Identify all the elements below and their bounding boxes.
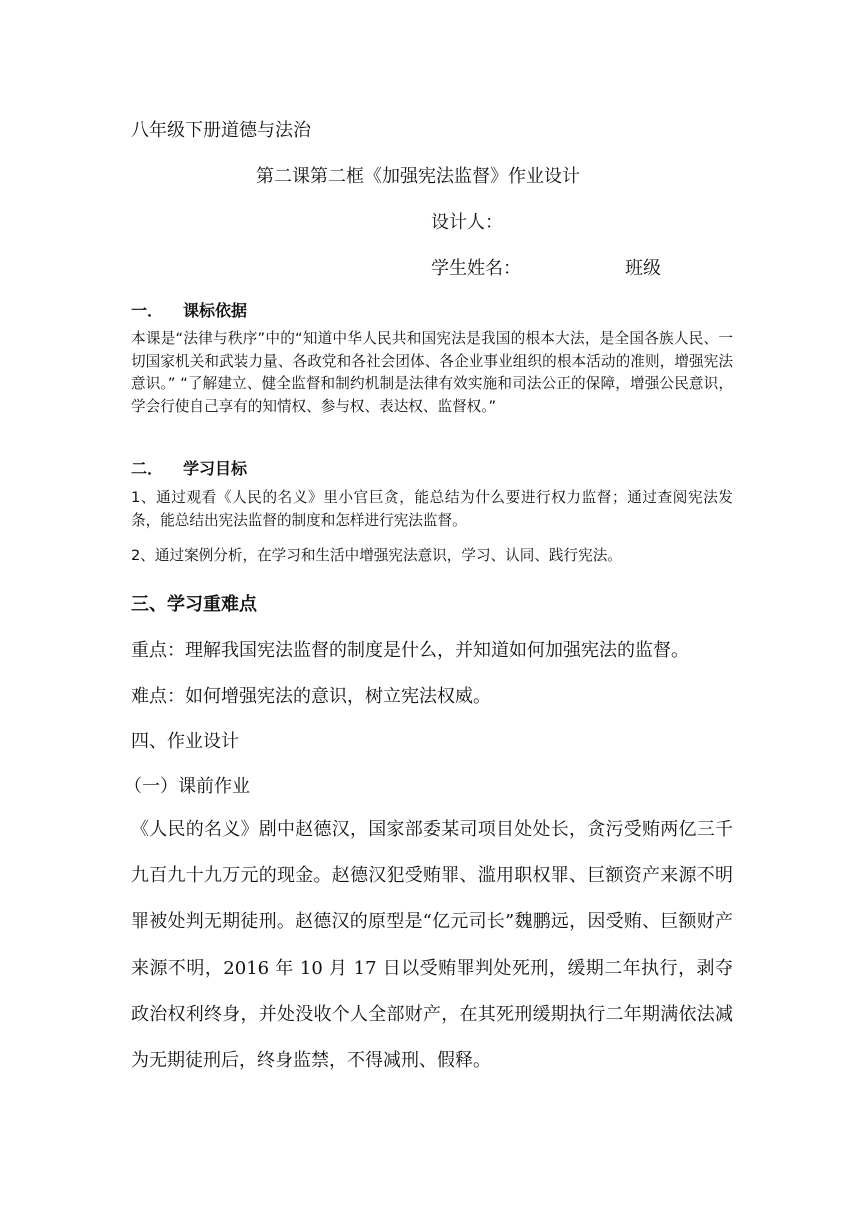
section1-number: 一． <box>131 301 164 320</box>
difficult-point: 难点：如何增强宪法的意识，树立宪法权威。 <box>131 686 491 707</box>
student-name-label: 学生姓名： <box>431 258 521 279</box>
document-title: 第二课第二框《加强宪法监督》作业设计 <box>256 166 580 187</box>
designer-label: 设计人： <box>431 212 503 233</box>
section1-body: 本课是“法律与秩序”中的“知道中华人民共和国宪法是我国的根本大法，是全国各族人民、一切国家机关和武装力量、各政党和各社会团体、各企业事业组织的根本活动的准则，增强宪法意识。” “了解建立、健全监督和制约机制是法律有效实施和司法公正的保障，增强公民意识，学会行使自己享有的知情权、参与权、表达权、监督权。” <box>131 330 733 415</box>
class-label: 班级 <box>625 258 661 279</box>
section1-body-block <box>131 328 733 418</box>
section4-heading: 四、作业设计 <box>131 731 239 752</box>
case-text-block <box>131 807 733 1084</box>
subject-line: 八年级下册道德与法治 <box>131 120 311 141</box>
section2-title: 学习目标 <box>183 459 248 478</box>
case-paragraph: 《人民的名义》剧中赵德汉，国家部委某司项目处处长，贪污受贿两亿三千九百九十九万元的现金。赵德汉犯受贿罪、滥用职权罪、巨额资产来源不明罪被处判无期徒刑。赵德汉的原型是“亿元司长”魏鹏远，因受贿、巨额财产来源不明，2016 年 10 月 17 日以受贿罪判处死刑，缓期二年执行，剥夺政治权利终身，并处没收个人全部财产，在其死刑缓期执行二年期满依法减为无期徒刑后，终身监禁，不得减刑、假释。 <box>131 819 733 1072</box>
section2-heading <box>131 456 247 479</box>
learning-goal-1: 1、通过观看《人民的名义》里小官巨贪，能总结为什么要进行权力监督；通过查阅宪法发条，能总结出宪法监督的制度和怎样进行宪法监督。 <box>131 489 733 529</box>
section4-subheading: （一）课前作业 <box>124 776 250 797</box>
section2-number: 二． <box>131 459 164 478</box>
key-point: 重点：理解我国宪法监督的制度是什么，并知道如何加强宪法的监督。 <box>131 640 689 661</box>
section1-heading <box>131 298 247 321</box>
section2-goal2-block <box>131 545 733 568</box>
section1-title: 课标依据 <box>183 301 248 320</box>
section3-heading: 三、学习重难点 <box>131 594 257 615</box>
learning-goal-2: 2、通过案例分析，在学习和生活中增强宪法意识，学习、认同、践行宪法。 <box>131 547 622 564</box>
section2-goal1-block <box>131 487 733 532</box>
